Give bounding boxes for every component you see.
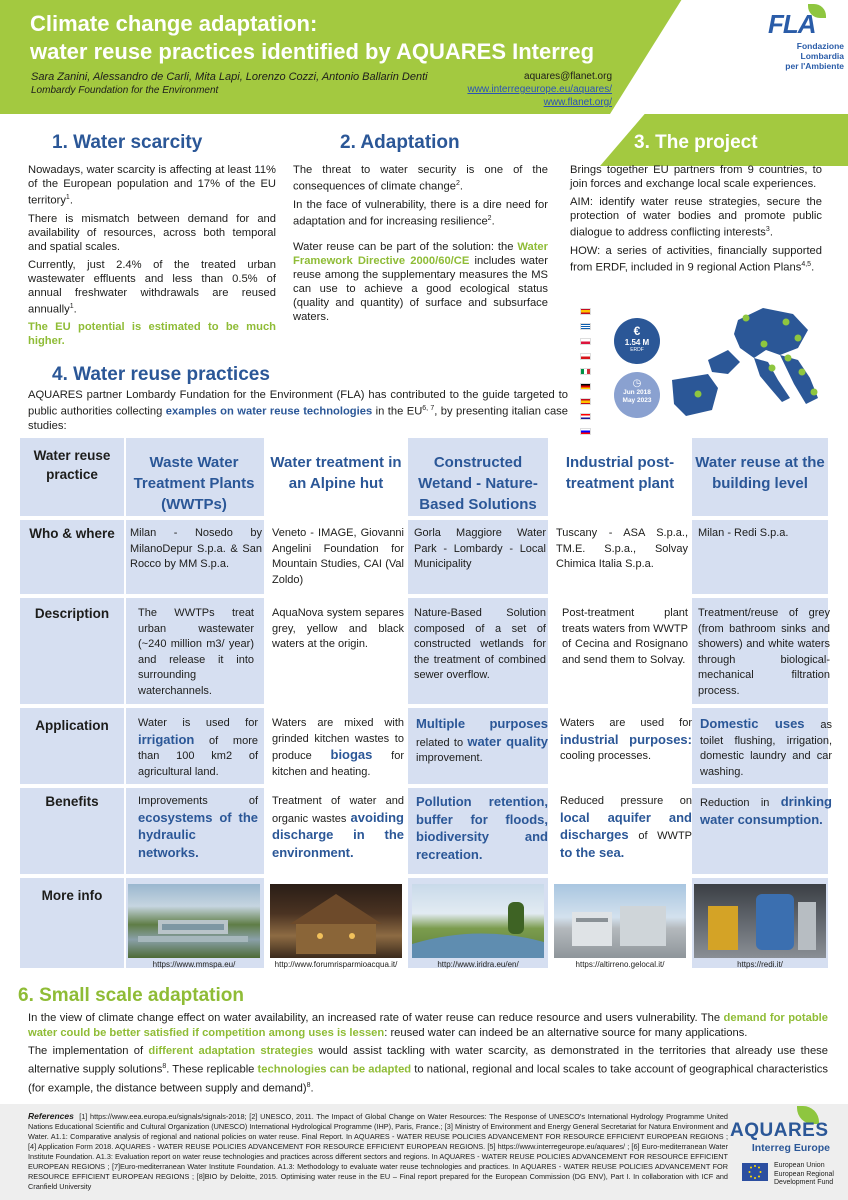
references <box>28 1111 728 1192</box>
section-1-title: 1. Water scarcity <box>52 132 203 153</box>
photo-wetland <box>412 884 544 958</box>
label-description: Description <box>34 606 110 621</box>
photo-alpine-hut <box>270 884 402 958</box>
fla-logo: FLA <box>768 9 816 39</box>
photo-building <box>694 884 826 958</box>
header-banner <box>0 0 848 114</box>
project-dates-badge: ◷ Jun 2018 May 2023 <box>614 372 660 418</box>
erdf-badge: € 1.54 M ERDF <box>614 318 660 364</box>
label-application: Application <box>35 718 109 733</box>
header-building: Water reuse at the building level <box>695 454 825 492</box>
authors: Sara Zanini, Alessandro de Carli, Mita Lapi, Lorenzo Cozzi, Antonio Ballarin Denti <box>31 71 428 83</box>
cell-desc-wwtp: The WWTPs treat urban wastewater (~240 million m3/ year) and release it into surrounding waterchannels. <box>138 607 254 697</box>
poster-title <box>30 10 610 66</box>
url-wetland[interactable]: http://www.iridra.eu/en/ <box>437 960 519 969</box>
references-text: [1] https://www.eea.europa.eu/signals/signals-2018; [2] UNESCO, 2011. The Impact of Global Change on Water Resources: The Response of UNESCO's International Hydrology Programme United Nations Educational Scientific and Cultural Organization (UNESCO) International Hydrological Programme (IHP), Paris, France.; [3] Ministry of Environment and Energy General Secretariat for Natura Environment and Water. A1.1: Comparative analysis of regional and national policies on water reuse. Final Report. In AQUARES - WATER REUSE POLICIES ADVANCEMENT FOR RESOURCE EFFICIENT EUROPEAN REGIONS ; [4] Application Form 2018. AQUARES - WATER REUSE POLICIES ADVANCEMENT FOR RESOURCE EFFICIENT EUROPEAN REGIONS. [5] https://www.interregeurope.eu/aquares/ ; [6] Euro-mediterranean Water Institute Foundation. A1.3: Evaluation report on water reuse technologies and practices across different sectors and regions. In AQUARES - WATER REUSE POLICIES ADVANCEMENT FOR RESOURCE EFFICIENT EUROPEAN REGIONS ; [7]Euro-mediterranean Water Institute Foundation. A1.3: Methodology to evaluate water reuse technologies and practices. In AQUARES - WATER REUSE POLICIES ADVANCEMENT FOR RESOURCE EFFICIENT EUROPEAN REGIONS ; [8]BIO by Deloitte, 2015. Optimising water reuse in the EU – Final report prepared for the European Commission (DG ENV), Part I. In collaboration with ICF and Cranfield University <box>28 1112 728 1191</box>
flag-spain2-icon <box>580 398 591 405</box>
cell-who-building: Milan - Redi S.p.a. <box>698 527 789 539</box>
url-industrial[interactable]: https://altirreno.gelocal.it/ <box>575 960 665 969</box>
cell-desc-wetland: Nature-Based Solution composed of a set of constructed wetlands for the treatment of combined sewer overflow. <box>414 607 546 681</box>
cell-who-wwtp: Milan - Nosedo by MilanoDepur S.p.a. & San Rocco by MM S.p.a. <box>130 527 262 570</box>
photo-wwtp <box>128 884 260 958</box>
cell-desc-industrial: Post-treatment plant treats waters from WWTP of Cecina and Rosignano and send them to Solvay. <box>562 607 688 666</box>
cell-app-wwtp: Water is used for irrigation of more than 100 km2 of agricultural land. <box>138 717 258 778</box>
flag-germany-icon <box>580 383 591 390</box>
flag-italy-icon <box>580 368 591 375</box>
building-photo-icon <box>694 884 826 958</box>
flag-spain-icon <box>580 308 591 315</box>
flag-czech-icon <box>580 353 591 360</box>
link-interreg[interactable]: www.interregeurope.eu/aquares/ <box>467 84 612 95</box>
header-wetland: Constructed Wetand - Nature-Based Solutions <box>418 454 538 513</box>
cell-ben-wwtp: Improvements of ecosystems of the hydraulic networks. <box>138 795 258 860</box>
europe-partner-map <box>668 300 836 422</box>
cell-ben-wetland: Pollution retention, buffer for floods, biodiversity and recreation. <box>416 794 548 862</box>
contact-email[interactable]: aquares@flanet.org <box>524 71 612 82</box>
section-2-title: 2. Adaptation <box>340 132 460 153</box>
cell-desc-building: Treatment/reuse of grey (from bathroom sinks and showers) and white waters through biological-mechanical filtration process. <box>698 607 830 697</box>
eu-fund-label: European Union European Regional Development Fund <box>774 1162 834 1186</box>
label-benefits: Benefits <box>45 794 99 809</box>
section-3-title: 3. The project <box>634 132 758 153</box>
cell-desc-alpine: AquaNova system separes grey, yellow and black waters at the origin. <box>272 607 404 650</box>
section-2-text: The threat to water security is one of the consequences of climate change$^2$. In the face of vulnerability, there is a dire need for adaptation and for increasing resilience$^2$. Water reuse can be part of the solution: the Water Framework Directive 2000/60/CE includes water reuse among the supplementary measures the MS can use to achieve a good ecological status (quality and quantity) of surface and subsurface waters. <box>293 164 549 324</box>
flag-croatia-icon <box>580 413 591 420</box>
partner-flags <box>580 308 594 443</box>
cell-ben-industrial: Reduced pressure on local aquifer and discharges of WWTP to the sea. <box>560 795 692 860</box>
wwtp-photo-icon <box>128 884 260 958</box>
photo-industrial <box>554 884 686 958</box>
cell-app-building: Domestic uses as toilet flushing, irrigation, domestic laundry and car washing. <box>700 716 832 778</box>
aquares-logo: AQUARES Interreg Europe <box>730 1120 830 1154</box>
clock-icon: ◷ <box>632 378 642 389</box>
cell-who-wetland: Gorla Maggiore Water Park - Lombardy - Local Municipality <box>414 527 546 570</box>
industrial-photo-icon <box>554 884 686 958</box>
affiliation: Lombardy Foundation for the Environment <box>31 85 219 96</box>
section-1-text: Nowadays, water scarcity is affecting at least 11% of the European population and 17% of the EU territory$^1$. There is mismatch between demand for and availability of resources, across both temporal and spatial scales. Currently, just 2.4% of the treated urban wastewater effluents and less than 0.5% of annual freshwater withdrawals are reused annually$^1$. The EU potential is estimated to be much higher. <box>28 164 276 348</box>
cell-app-alpine: Waters are mixed with grinded kitchen wastes to produce biogas for kitchen and heating. <box>272 717 404 778</box>
alpine-hut-photo-icon <box>270 884 402 958</box>
cell-app-wetland: Multiple purposes related to water quality improvement. <box>416 716 548 764</box>
label-practice: Water reuse practice <box>33 448 111 482</box>
cell-who-alpine: Veneto - IMAGE, Giovanni Angelini Foundation for Mountain Studies, CAI (Val Zoldo) <box>272 527 404 586</box>
cell-app-industrial: Waters are used for industrial purposes: cooling processes. <box>560 717 692 762</box>
header-alpine-hut: Water treatment in an Alpine hut <box>270 454 402 492</box>
eu-flag-icon <box>742 1163 768 1181</box>
references-label: References <box>28 1111 74 1121</box>
label-who-where: Who & where <box>29 526 115 541</box>
url-building[interactable]: https://redi.it/ <box>737 960 783 969</box>
section-4-intro: AQUARES partner Lombardy Fundation for the Environment (FLA) has contributed to the guide targeted to public authorities collecting examples on water reuse technologies in the EU$^{6, 7}$, by presenting italian case studies: <box>28 389 568 432</box>
label-more-info: More info <box>41 888 103 903</box>
title-line-1: Climate change adaptation: <box>30 11 318 36</box>
cell-who-industrial: Tuscany - ASA S.p.a., TM.E. S.p.a., Solvay Chimica Italia S.p.a. <box>556 527 688 570</box>
contacts <box>467 70 612 109</box>
header-industrial: Industrial post-treatment plant <box>565 454 675 492</box>
section-4-title: 4. Water reuse practices <box>52 364 270 385</box>
flag-greece-icon <box>580 323 591 330</box>
cell-ben-building: Reduction in drinking water consumption. <box>700 794 832 827</box>
cell-ben-alpine: Treatment of water and organic wastes avoiding discharge in the environment. <box>272 795 404 860</box>
link-flanet[interactable]: www.flanet.org/ <box>543 97 612 108</box>
wetland-photo-icon <box>412 884 544 958</box>
url-alpine-hut[interactable]: http://www.forumrisparmioacqua.it/ <box>274 960 398 969</box>
section-6-text: In the view of climate change effect on water availability, an increased rate of water reuse can reduce resource and users vulnerability. The demand for potable water could be better satisfied if competition among uses is lessen: reused water can indeed be an alternative source for many applications. The implementation of different adaptation strategies would assist tackling with water scarcity, as demonstrated in the territories that already use these alternative supply solutions$^8$. These replicable technologies can be adapted to national, regional and local scales to take account of geographical characteristics (for example, the distance between supply and demand)$^8$. <box>28 1012 828 1095</box>
section-6-title: 6. Small scale adaptation <box>18 985 244 1006</box>
section-3-text: Brings together EU partners from 9 countries, to join forces and exchange local scale experiences. AIM: identify water reuse strategies, secure the protection of water bodies and promote public dialogue to address conflicting interests$^3$. HOW: a series of activities, financially supported from ERDF, included in 9 regional Action Plans$^{4,5}$. <box>570 164 822 274</box>
title-line-2: water reuse practices identified by AQUARES Interreg <box>30 39 595 64</box>
fla-logo-subtitle: Fondazione Lombardia per l'Ambiente <box>785 41 844 71</box>
flag-poland-icon <box>580 338 591 345</box>
header-wwtp: Waste Water Treatment Plants (WWTPs) <box>133 454 255 513</box>
flag-slovenia-icon <box>580 428 591 435</box>
url-wwtp[interactable]: https://www.mmspa.eu/ <box>152 960 236 969</box>
